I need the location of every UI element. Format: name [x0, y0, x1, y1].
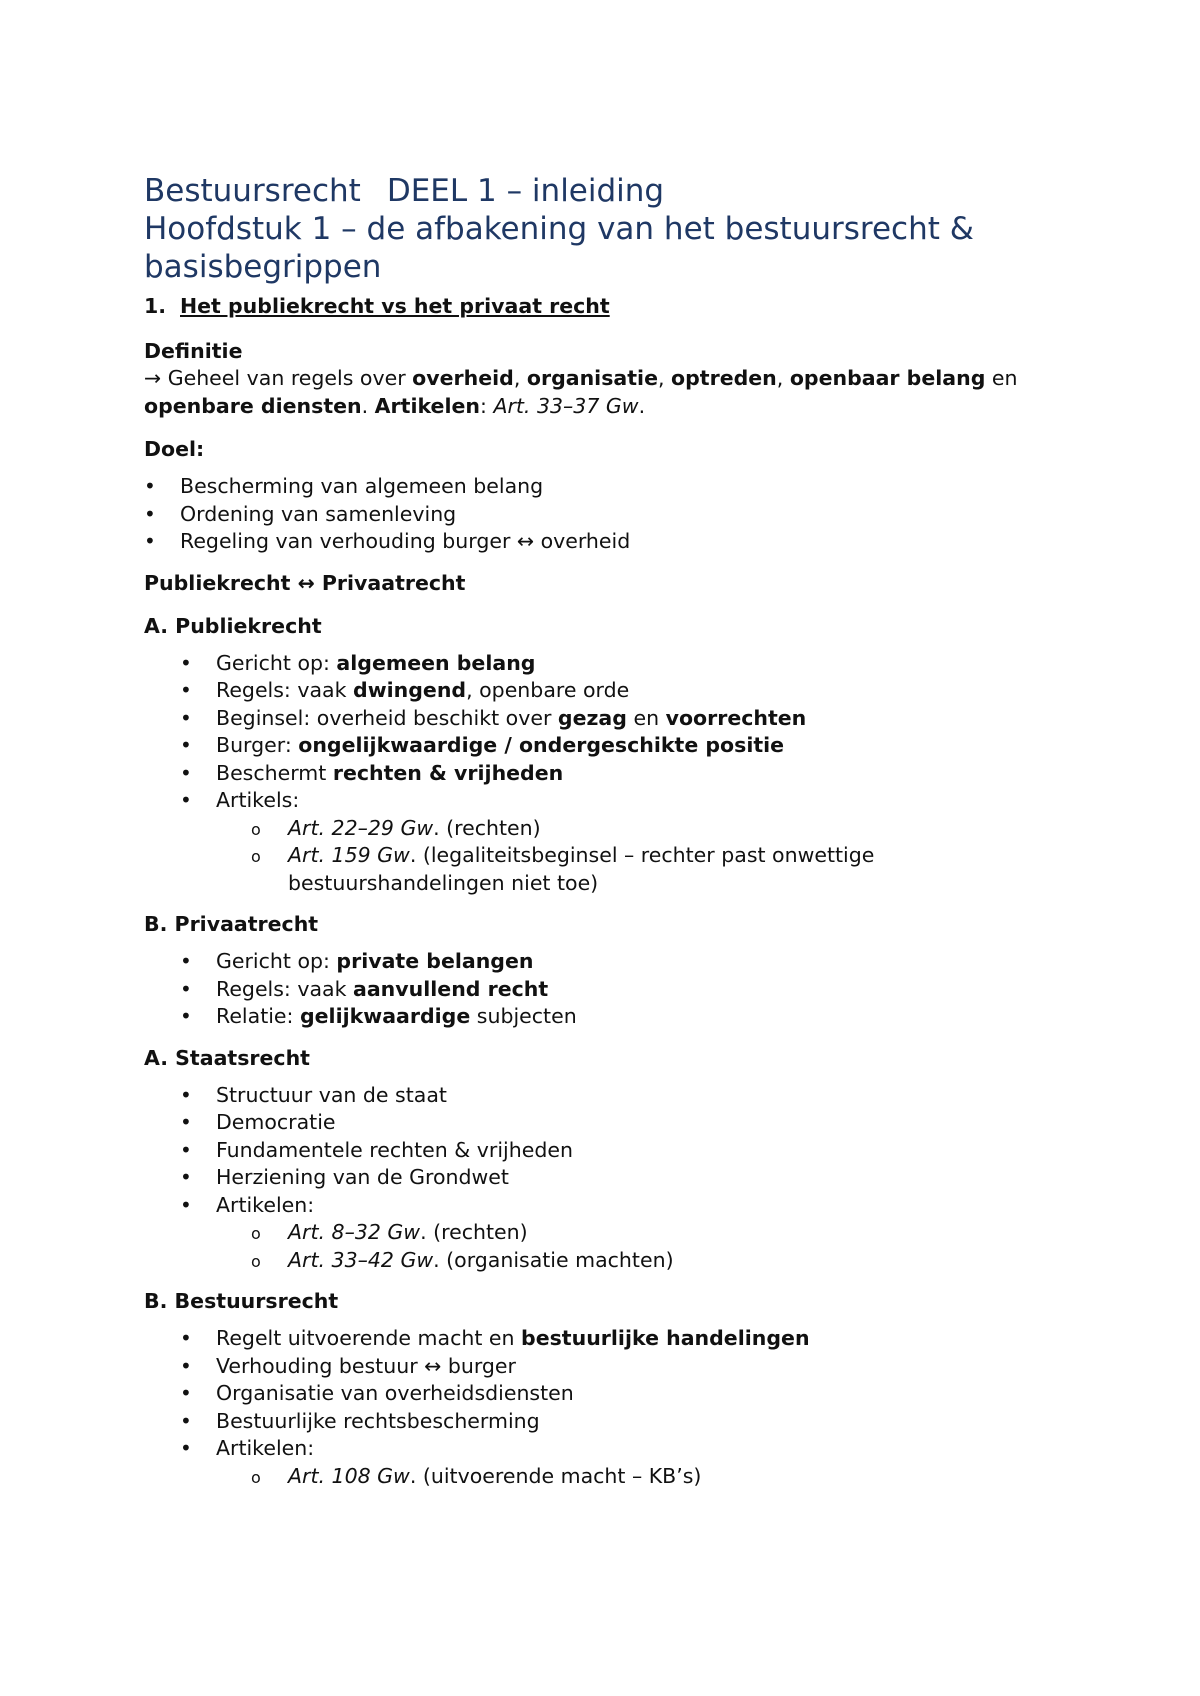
compare-heading: Publiekrecht ↔ Privaatrecht	[144, 570, 466, 595]
list-item: • Gericht op: private belangen	[144, 948, 1084, 976]
sub-list-item: o Art. 33–42 Gw. (organisatie machten)	[216, 1247, 1084, 1275]
document-title	[144, 172, 1084, 286]
publiekrecht-sublist	[144, 815, 1084, 898]
staatsrecht-heading: A. Staatsrecht	[144, 1045, 310, 1070]
list-item: • Regels: vaak aanvullend recht	[144, 976, 1084, 1004]
privaatrecht-list	[144, 948, 1084, 1031]
list-item: • Regeling van verhouding burger ↔ overheid	[144, 528, 1084, 556]
publiekrecht-list	[144, 650, 1084, 898]
title-part2: DEEL 1 – inleiding	[386, 173, 665, 209]
sub-list-item: o Art. 108 Gw. (uitvoerende macht – KB’s)	[216, 1463, 1084, 1491]
section-title: Het publiekrecht vs het privaat recht	[180, 294, 610, 318]
doel-heading: Doel:	[144, 437, 205, 461]
bestuursrecht-heading: B. Bestuursrecht	[144, 1289, 339, 1313]
definitie-heading: Definitie	[144, 339, 243, 363]
list-item: • Bestuurlijke rechtsbescherming	[144, 1408, 1084, 1436]
chapter-title-cont: basisbegrippen	[144, 249, 382, 285]
list-item: • Fundamentele rechten & vrijheden	[144, 1137, 1084, 1165]
bestuursrecht-sublist	[144, 1463, 1084, 1491]
doel-list	[144, 473, 1084, 556]
list-item: • Regelt uitvoerende macht en bestuurlijke handelingen	[144, 1325, 1084, 1353]
list-item: • Ordening van samenleving	[144, 501, 1084, 529]
list-item: • Burger: ongelijkwaardige / ondergeschikte positie	[144, 732, 1084, 760]
list-item: • Verhouding bestuur ↔ burger	[144, 1353, 1084, 1381]
bestuursrecht-list	[144, 1325, 1084, 1490]
section-number: 1.	[144, 294, 167, 318]
list-item: • Beschermt rechten & vrijheden	[144, 760, 1084, 788]
list-item: • Relatie: gelijkwaardige subjecten	[144, 1003, 1084, 1031]
title-part1: Bestuursrecht	[144, 173, 361, 209]
list-item: • Herziening van de Grondwet	[144, 1164, 1084, 1192]
sub-list-item: o Art. 159 Gw. (legaliteitsbeginsel – rechter past onwettige bestuurshandelingen niet toe)	[216, 842, 1084, 897]
publiekrecht-heading: A. Publiekrecht	[144, 613, 322, 638]
staatsrecht-list	[144, 1082, 1084, 1275]
chapter-title: Hoofdstuk 1 – de afbakening van het bestuursrecht &	[144, 211, 974, 247]
list-item: • Democratie	[144, 1109, 1084, 1137]
sub-list-item: o Art. 8–32 Gw. (rechten)	[216, 1219, 1084, 1247]
list-item: • Regels: vaak dwingend, openbare orde	[144, 677, 1084, 705]
document-content	[144, 172, 1084, 1490]
list-item: • Artikelen: o Art. 108 Gw. (uitvoerende macht – KB’s)	[144, 1435, 1084, 1490]
list-item: • Artikelen: o Art. 8–32 Gw. (rechten) o Art. 33–42 Gw. (organisatie machten)	[144, 1192, 1084, 1275]
section-1-heading	[144, 292, 1084, 320]
definitie-text: → Geheel van regels over overheid, organisatie, optreden, openbaar belang en openbare diensten. Artikelen: Art. 33–37 Gw.	[144, 366, 1018, 418]
list-item: • Artikels: o Art. 22–29 Gw. (rechten) o Art. 159 Gw. (legaliteitsbeginsel – rechter past onwettige bestuurshandelingen niet toe)	[144, 787, 1084, 897]
staatsrecht-sublist	[144, 1219, 1084, 1274]
list-item: • Beginsel: overheid beschikt over gezag en voorrechten	[144, 705, 1084, 733]
sub-list-item: o Art. 22–29 Gw. (rechten)	[216, 815, 1084, 843]
list-item: • Gericht op: algemeen belang	[144, 650, 1084, 678]
list-item: • Organisatie van overheidsdiensten	[144, 1380, 1084, 1408]
privaatrecht-heading: B. Privaatrecht	[144, 912, 319, 936]
list-item: • Structuur van de staat	[144, 1082, 1084, 1110]
list-item: • Bescherming van algemeen belang	[144, 473, 1084, 501]
